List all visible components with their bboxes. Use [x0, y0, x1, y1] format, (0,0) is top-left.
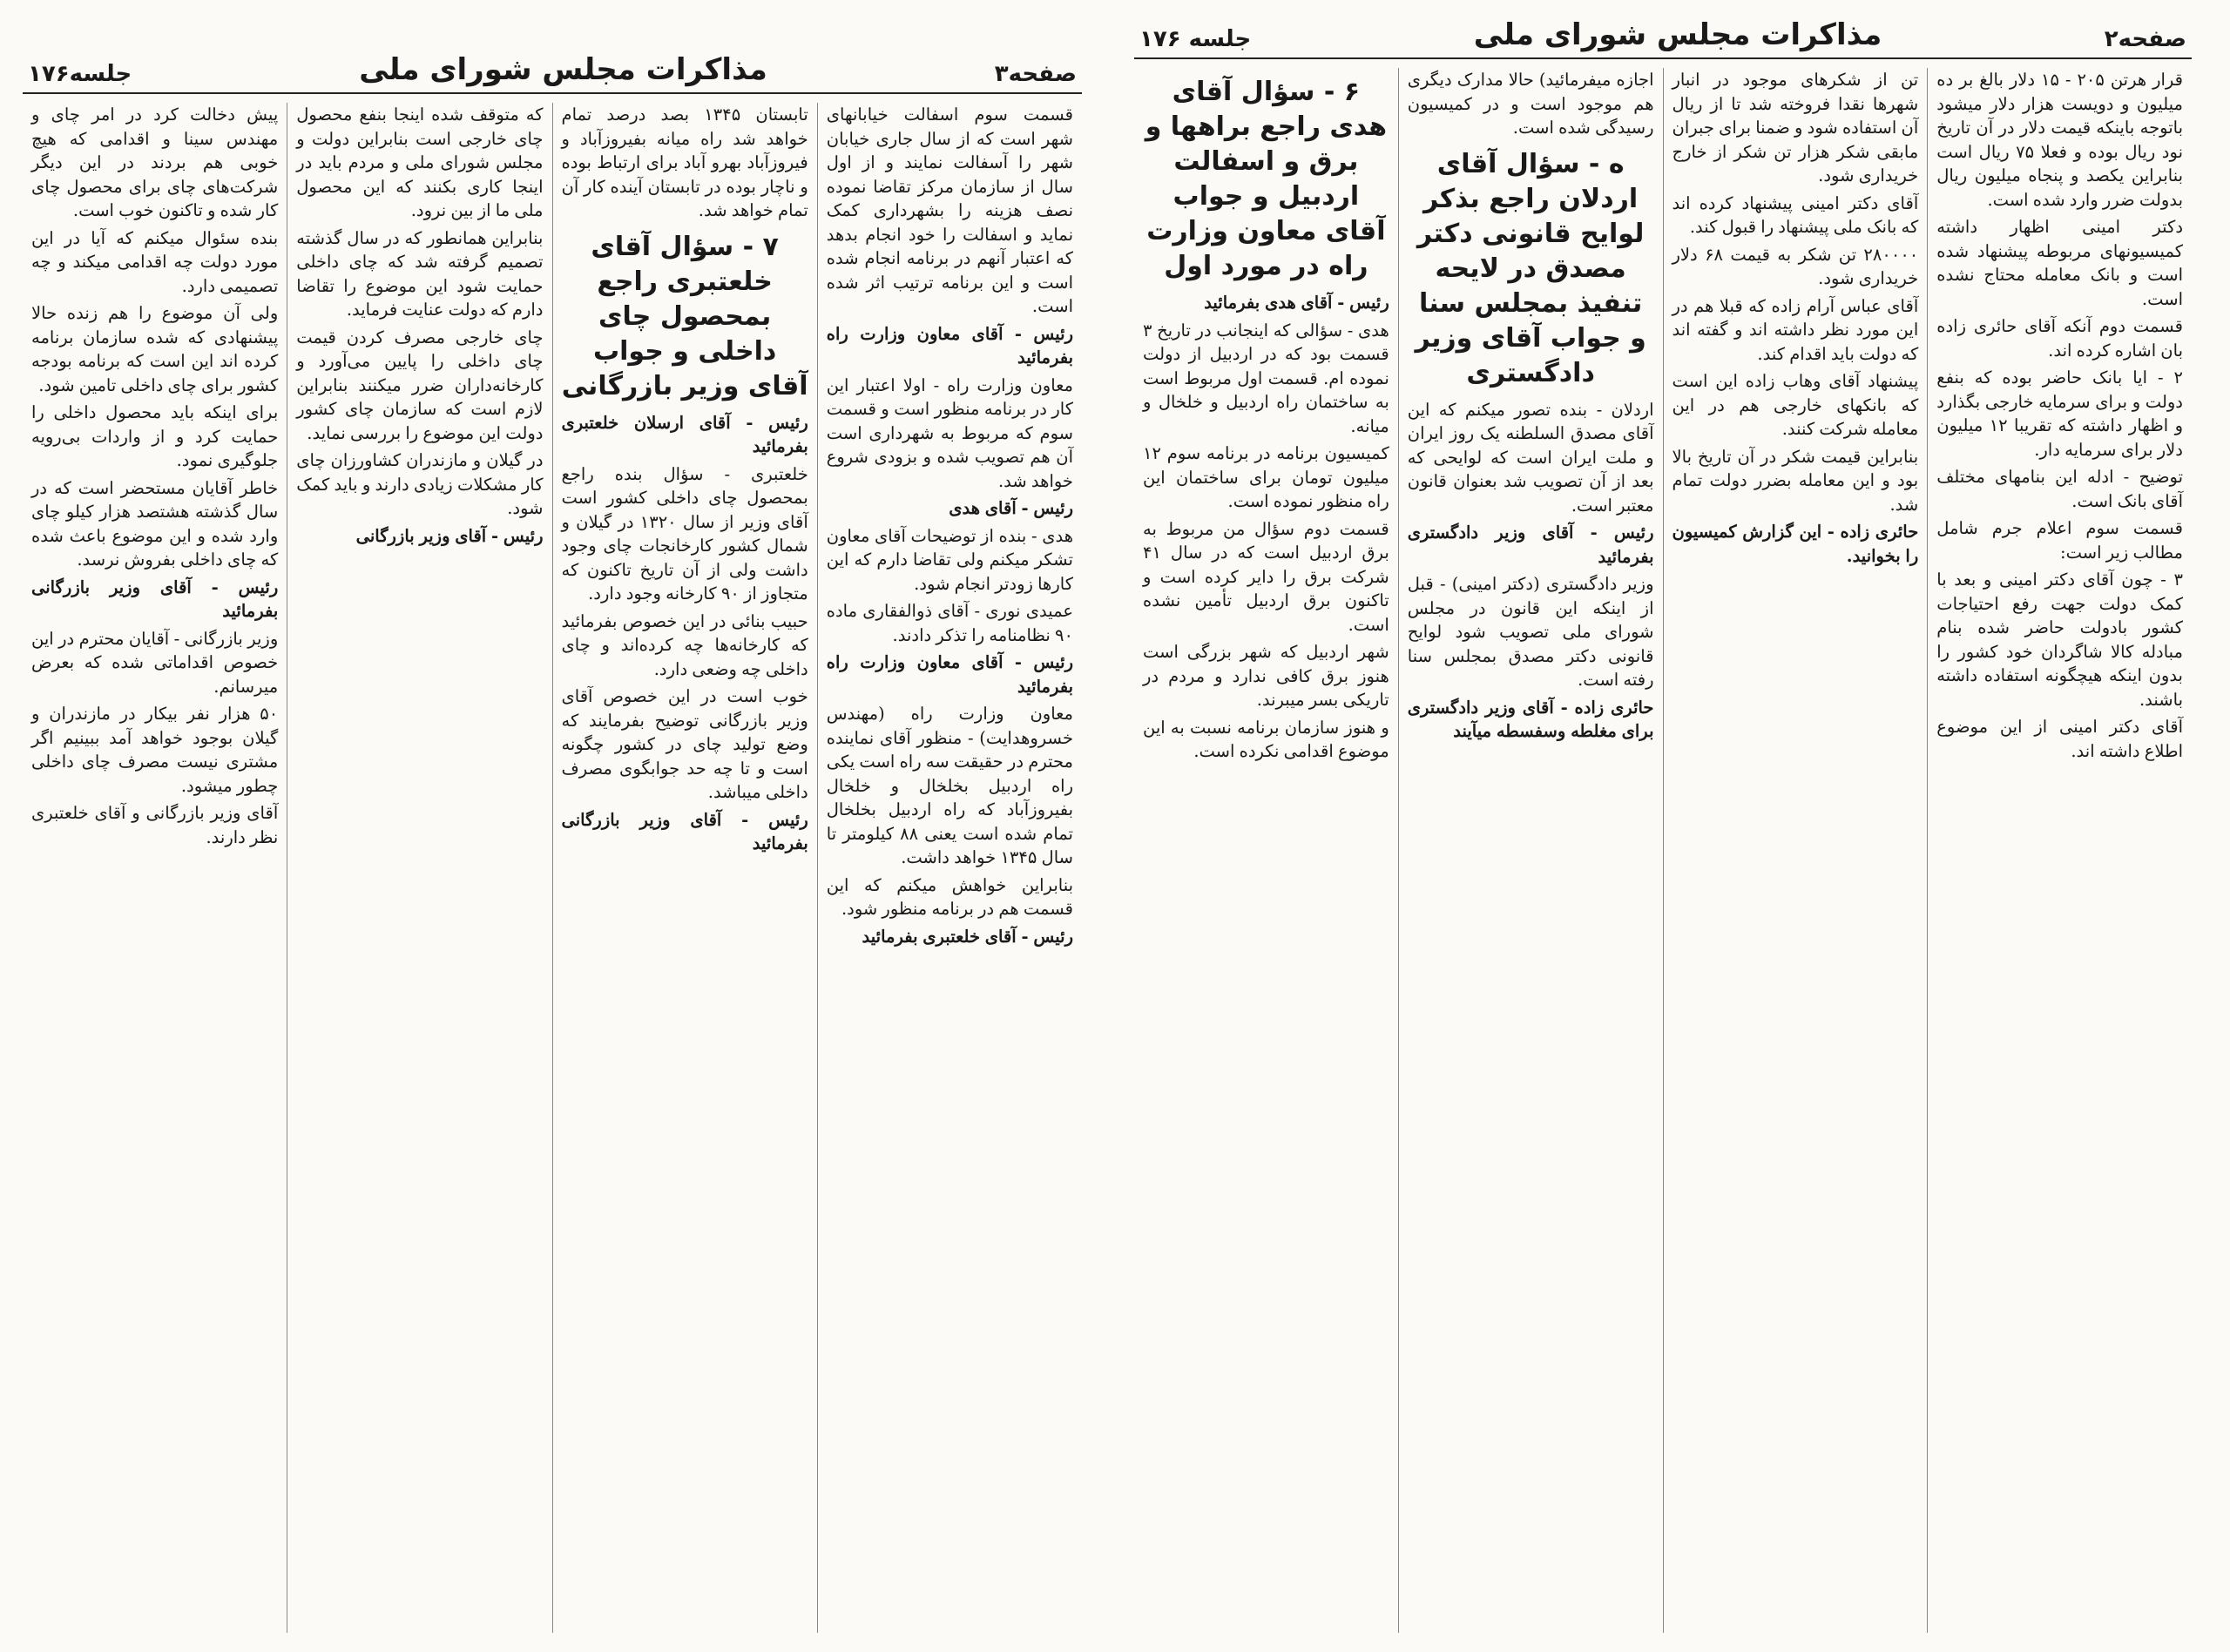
paragraph: خاطر آقایان مستحضر است که در سال گذشته هشتصد هزار کیلو چای وارد شده و این موضوع باعث شده که چای داخلی بفروش نرسد.: [31, 477, 279, 570]
paragraph: اردلان - بنده تصور میکنم که این آقای مصدق السلطنه یک روز ایران و ملت ایران است که لوایحی که بعد از آن تصویب شد بعنوان قانون معتبر است.: [1407, 399, 1654, 516]
paragraph: آقای دکتر امینی پیشنهاد کرده اند که بانک ملی پیشنهاد را قبول کند.: [1672, 192, 1919, 237]
paragraph: آقای عباس آرام زاده که قبلا هم در این مورد نظر داشته اند و گفته اند که دولت باید اقدام کند.: [1672, 295, 1919, 364]
paragraph: توضیح - ادله این بنامهای مختلف آقای بانک است.: [1936, 467, 2183, 511]
paragraph: ۲ - ایا بانک حاضر بوده که بنفع دولت و برای سرمایه خارجی بگذارد و اظهار داشته که تقریبا ۱۲ میلیون دلار برای سرمایه دار.: [1936, 367, 2184, 460]
paragraph: هدی - سؤالی که اینجانب در تاریخ ۳ قسمت بود که در اردبیل از دولت نموده ام. قسمت اول مربوط است به ساختمان راه اردبیل و خلخال و میانه.: [1143, 320, 1389, 436]
paragraph: و هنوز سازمان برنامه نسبت به این موضوع اقدامی نکرده است.: [1143, 717, 1389, 761]
paragraph: حائری زاده - این گزارش کمیسیون را بخوانید.: [1672, 522, 1919, 566]
paragraph: رئیس - آقای هدی: [949, 498, 1073, 518]
right-page: [1108, 0, 2230, 1652]
left-column-3: [287, 103, 551, 1633]
right-column-3: [1398, 68, 1663, 1633]
paragraph: تابستان ۱۳۴۵ بصد درصد تمام خواهد شد راه میانه بفیروزآباد و فیروزآباد بهرو آباد برای ارتباط بوده و ناچار بوده در تابستان آینده کار آن تمام خواهد شد.: [561, 105, 808, 220]
paragraph: رئیس - آقای ارسلان خلعتبری بفرمائید: [561, 412, 808, 456]
paragraph: قسمت سوم اعلام جرم شامل مطالب زیر است:: [1936, 518, 2183, 563]
paragraph: رئیس - آقای وزیر بازرگانی بفرمائید: [561, 809, 808, 853]
paragraph: بنابراین قیمت شکر در آن تاریخ بالا بود و این معامله بضرر دولت تمام شد.: [1672, 446, 1919, 515]
paragraph: قسمت سوم اسفالت خیابانهای شهر است که از سال جاری خیابان شهر را آسفالت نمایند و از اول سال از سازمان مرکز تقاضا نموده نصف هزینه را بشهرداری کمک نماید و اسفالت را خود انجام بدهد که اعتبار آنهم در برنامه انجام شده است و این برنامه ترتیب اثر شده است.: [826, 105, 1073, 316]
right-columns: [1134, 68, 2192, 1633]
page-number: صفحه۳: [994, 61, 1077, 87]
right-column-2: [1663, 68, 1928, 1633]
left-page-header: [23, 52, 1082, 94]
left-column-4: [23, 103, 287, 1633]
paragraph: چای خارجی مصرف کردن قیمت چای داخلی را پایین می‌آورد و کارخانه‌داران ضرر میکنند بنابراین لازم است که سازمان چای کشور دولت این موضوع را بررسی نماید.: [296, 327, 544, 443]
paragraph: رئیس - آقای معاون وزارت راه بفرمائید: [826, 652, 1073, 697]
paragraph: بنده سئوال میکنم که آیا در این مورد دولت چه اقدامی میکند و چه تصمیمی دارد.: [31, 227, 279, 296]
paragraph: قسمت دوم آنکه آقای حائری زاده بان اشاره کرده اند.: [1936, 316, 2183, 361]
paragraph: رئیس - آقای وزیر دادگستری بفرمائید: [1407, 523, 1654, 567]
session-number: جلسه۱۷۶: [28, 61, 132, 87]
paragraph: ولی آن موضوع را هم زنده حالا پیشنهادی که شده سازمان برنامه کرده اند این است که برنامه بودجه کشور برای چای داخلی تامین شود.: [31, 303, 279, 395]
paragraph: در گیلان و مازندران کشاورزان چای کار مشکلات زیادی دارند و باید کمک شود.: [296, 450, 544, 518]
paragraph: وزیر دادگستری (دکتر امینی) - قبل از اینکه این قانون در مجلس شورای ملی تصویب شود لوایح قانونی دکتر مصدق بمجلس سنا رفته است.: [1407, 574, 1654, 690]
paragraph: کمیسیون برنامه در برنامه سوم ۱۲ میلیون تومان برای ساختمان این راه منظور نموده است.: [1143, 443, 1389, 511]
right-column-1: [1927, 68, 2192, 1633]
left-column-2: [552, 103, 817, 1633]
section-heading: ه - سؤال آقای اردلان راجع بذکر لوایح قانونی دکتر مصدق در لایحه تنفیذ بمجلس سنا و جواب آقای وزیر دادگستری: [1415, 148, 1646, 388]
paragraph: رئیس - آقای وزیر بازرگانی: [355, 525, 544, 546]
section-heading: ۷ - سؤال آقای خلعتبری راجع بمحصول چای داخلی و جواب آقای وزیر بازرگانی: [561, 231, 808, 401]
right-column-4: [1134, 68, 1398, 1633]
paragraph: آقای دکتر امینی از این موضوع اطلاع داشته اند.: [1936, 717, 2183, 761]
paragraph: اجازه میفرمائید) حالا مدارک دیگری هم موجود است و در کمیسیون رسیدگی شده است.: [1407, 70, 1654, 138]
paragraph: پیشنهاد آقای وهاب زاده این است که بانکهای خارجی هم در این معامله شرکت کنند.: [1672, 371, 1919, 439]
paragraph: پیش دخالت کرد در امر چای و مهندس سینا و اقدامی که هیچ خوبی هم بردند در این دیگر شرکت‌های چای برای محصول چای کار شده و تاکنون خوب است.: [31, 105, 279, 220]
paragraph: برای اینکه باید محصول داخلی را حمایت کرد و از واردات بی‌رویه جلوگیری نمود.: [31, 402, 279, 470]
paragraph: معاون وزارت راه (مهندس خسروهدایت) - منظور آقای نماینده محترم در حقیقت سه راه است یکی راه اردبیل بخلخال و خلخال بفیروزآباد که راه اردبیل بخلخال تمام شده است یعنی ۸۸ کیلومتر تا سال ۱۳۴۵ خواهد داشت.: [826, 704, 1073, 867]
left-columns: [23, 103, 1082, 1633]
left-column-1: [817, 103, 1082, 1633]
paragraph: حائری زاده - آقای وزیر دادگستری برای مغلطه وسفسطه میآیند: [1407, 697, 1654, 741]
paragraph: بنابراین خواهش میکنم که این قسمت هم در برنامه منظور شود.: [826, 874, 1073, 919]
paragraph: خلعتبری - سؤال بنده راجع بمحصول چای داخلی کشور است آقای وزیر از سال ۱۳۲۰ در گیلان و شمال کشور کارخانجات چای وجود داشت ولی از آن تاریخ تاکنون که متجاوز از ۹۰ کارخانه وجود دارد.: [561, 463, 808, 603]
paragraph: تن از شکرهای موجود در انبار شهرها نقدا فروخته شد تا از ریال آن استفاده شود و ضمنا برای جبران مابقی شکر هزار تن شکر از خارج خریداری شود.: [1672, 70, 1919, 185]
paragraph: رئیس - آقای خلعتبری بفرمائید: [862, 926, 1073, 947]
paragraph: خوب است در این خصوص آقای وزیر بازرگانی توضیح بفرمایند که وضع تولید چای در کشور چگونه است و تا چه حد جوابگوی مصرف داخلی میباشد.: [561, 686, 808, 802]
paragraph: ۵۰ هزار نفر بیکار در مازندران و گیلان بوجود خواهد آمد ببینیم اگر مشتری نیست مصرف چای داخلی چطور میشود.: [31, 704, 279, 796]
paragraph: عمیدی نوری - آقای ذوالفقاری ماده ۹۰ نظامنامه را تذکر دادند.: [826, 601, 1073, 645]
paragraph: ۲۸۰۰۰۰ تن شکر به قیمت ۶۸ دلار خریداری شود.: [1672, 244, 1919, 288]
paragraph: ۳ - چون آقای دکتر امینی و بعد با کمک دولت جهت رفع احتیاجات کشور بادولت حاضر شده بنام مبادله کالا شاگردان خود کشور را بدون اینکه هیچگونه استفاده داشته باشند.: [1936, 570, 2183, 710]
paragraph: معاون وزارت راه - اولا اعتبار این کار در برنامه منظور است و قسمت سوم که مربوط به شهرداری است آن هم تصویب شده و بزودی شروع خواهد شد.: [826, 374, 1073, 491]
paragraph: رئیس - آقای معاون وزارت راه بفرمائید: [826, 323, 1073, 367]
paragraph: رئیس - آقای وزیر بازرگانی بفرمائید: [31, 577, 279, 621]
page-number: صفحه۲: [2104, 26, 2186, 52]
publication-title: مذاکرات مجلس شورای ملی: [359, 52, 767, 87]
paragraph: که متوقف شده اینجا بنفع محصول چای خارجی است بنابراین دولت و مجلس شورای ملی و مردم باید در اینجا کاری بکنند که این محصول ملی ما از بین نرود.: [296, 105, 544, 220]
paragraph: حبیب بنائی در این خصوص بفرمائید که کارخانه‌ها چه کرده‌اند و چای داخلی چه وضعی دارد.: [561, 610, 808, 679]
publication-title: مذاکرات مجلس شورای ملی: [1473, 17, 1882, 52]
paragraph: بنابراین همانطور که در سال گذشته تصمیم گرفته شد که چای داخلی حمایت شود این موضوع را تقاضا دارم که دولت عنایت فرماید.: [296, 227, 544, 320]
right-page-header: [1134, 17, 2192, 59]
paragraph: شهر اردبیل که شهر بزرگی است هنوز برق کافی ندارد و مردم در تاریکی بسر میبرند.: [1143, 642, 1389, 710]
left-page: [0, 0, 1108, 1652]
paragraph: رئیس - آقای هدی بفرمائید: [1204, 293, 1389, 313]
paragraph: هدی - بنده از توضیحات آقای معاون تشکر میکنم ولی تقاضا دارم که این کارها زودتر انجام شود.: [826, 525, 1073, 594]
section-heading: ۶ - سؤال آقای هدی راجع براهها و برق و اسفالت اردبیل و جواب آقای معاون وزارت راه در مورد اول: [1145, 77, 1388, 281]
paragraph: قسمت دوم سؤال من مربوط به برق اردبیل است که در سال ۴۱ شرکت برق را دایر کرده است و تاکنون برق اردبیل تأمین نشده است.: [1143, 518, 1389, 635]
paragraph: وزیر بازرگانی - آقایان محترم در این خصوص اقداماتی شده که بعرض میرسانم.: [31, 628, 279, 697]
paragraph: آقای وزیر بازرگانی و آقای خلعتبری نظر دارند.: [31, 803, 279, 847]
session-number: جلسه ۱۷۶: [1139, 26, 1252, 52]
paragraph: دکتر امینی اظهار داشته کمیسیونهای مربوطه پیشنهاد شده است و بانک معامله محتاج نشده است.: [1936, 217, 2183, 309]
paragraph: قرار هرتن ۲۰۵ - ۱۵ دلار بالغ بر ده میلیون و دویست هزار دلار میشود باتوجه باینکه قیمت دلار در آن تاریخ نود ریال بوده و فعلا ۷۵ ریال است بنابراین یکصد و پنجاه میلیون ریال بدولت ضرر وارد شده است.: [1936, 70, 2183, 210]
